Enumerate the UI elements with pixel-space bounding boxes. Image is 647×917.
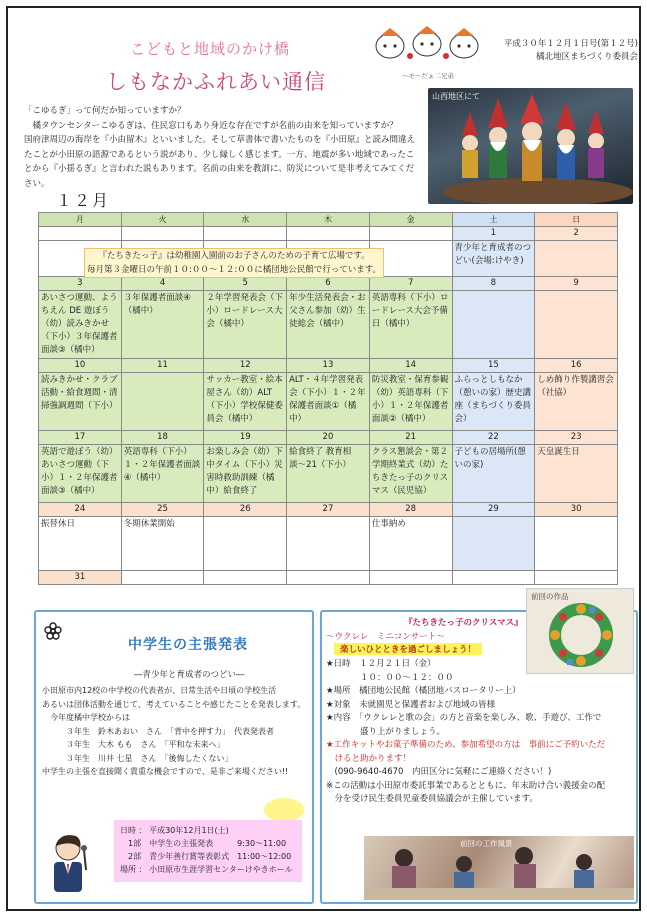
date-cell — [121, 571, 204, 585]
schedule-line: 場所 ： 小田原市生涯学習センターけやきホール — [120, 865, 293, 874]
schedule-line: 2部 青少年善行賞等表彰式 11:00〜12:00 — [120, 852, 292, 861]
date-cell — [535, 571, 618, 585]
weekday-thu: 木 — [287, 213, 370, 227]
schedule-line: 日時 ： 平成30年12月1日(土) — [120, 826, 229, 835]
christmas-details — [326, 658, 632, 807]
flower-icon — [44, 622, 62, 640]
event-cell — [452, 517, 535, 571]
intro-line: 橘タウンセンターこゆるぎは、住民窓口もあり身近な存在ですが名前の由来を知っていますか？ — [24, 120, 398, 131]
date-cell: 18 — [121, 431, 204, 445]
event-cell: しめ飾り作製講習会（社協） — [535, 373, 618, 431]
date-cell: 7 — [369, 277, 452, 291]
issue-date: 平成３０年１２月１日号(第１２号) — [503, 39, 638, 49]
event-cell — [535, 291, 618, 359]
intro-article — [24, 104, 416, 191]
contact-info: (090-9640-4670 内田区分に気軽にご連絡ください！) — [326, 767, 552, 777]
date-cell: 23 — [535, 431, 618, 445]
weekday-tue: 火 — [121, 213, 204, 227]
date-row — [39, 359, 618, 373]
speech-line: ３年生 大木 もも さん 「平和な未来へ」 — [42, 740, 225, 749]
event-cell: 読みきかせ・クラブ活動・給食週間・清掃強調週間（下小） — [39, 373, 122, 431]
event-cell: ふらっとしもなか（憩いの家）歴史講座（まちづくり委員会） — [452, 373, 535, 431]
event-cell: 英語で遊ぼう（幼）あいさつ運動（下小）１・２年保護者面談③（橘中） — [39, 445, 122, 503]
date-cell: 29 — [452, 503, 535, 517]
christmas-subtitle: 〜ウクレレ ミニコンサート〜 — [326, 632, 445, 642]
event-cell: サッカー教室・絵本屋さん（幼）ALT（下小）学校保健委員会（橘中） — [204, 373, 287, 431]
sponsor-note: 分を受け民生委員児童委員協議会が主催しています。 — [326, 794, 538, 804]
date-cell — [287, 571, 370, 585]
event-cell — [204, 517, 287, 571]
date-cell: 25 — [121, 503, 204, 517]
event-cell: 英語専科（下小）ロードレース大会予備日（橘中） — [369, 291, 452, 359]
date-cell: 14 — [369, 359, 452, 373]
date-cell: 22 — [452, 431, 535, 445]
date-cell: 17 — [39, 431, 122, 445]
speech-title: 中学生の主張発表 — [128, 637, 248, 653]
yellow-oval-decoration — [264, 798, 304, 822]
notice-line: 毎月第３金曜日の午前１０:００〜１２:００に橘団地公民館で行っています。 — [86, 265, 382, 275]
event-cell: 年少生活発表会・お父さん参加（幼）生徒総会（橘中） — [287, 291, 370, 359]
photo-label: 前回の作品 — [531, 592, 569, 601]
date-cell: 28 — [369, 503, 452, 517]
event-cell: 防災教室・保育参観（幼）英語専科（下小）１・２年保護者面談②（橘中） — [369, 373, 452, 431]
speech-line: 今年度橘中学校からは — [42, 713, 130, 722]
intro-line: さい。 — [24, 178, 50, 189]
craft-session-photo — [364, 836, 634, 900]
speech-line: あるいは団体活動を通じて、考えていることや感じたことを発表します。 — [42, 699, 306, 709]
speech-line: ３年生 鈴木あおい さん 「背中を押す力」 代表発表者 — [42, 726, 274, 736]
intro-line: とから『小揺るぎ』と言われた説もあります。名前の由来を教訓に、防災について是非考えてみてくだ — [24, 164, 415, 174]
photo-label: 山西地区にて — [432, 92, 480, 101]
date-cell: 16 — [535, 359, 618, 373]
speech-contest-box — [34, 610, 314, 904]
date-cell: 10 — [39, 359, 122, 373]
date-cell — [121, 227, 204, 241]
event-cell: 英語専科（下小）１・２年保護者面談④（橘中） — [121, 445, 204, 503]
date-row — [39, 227, 618, 241]
date-cell: 27 — [287, 503, 370, 517]
sponsor-note: ※この活動は小田原市委託事業であるとともに、年末助け合い義援金の配 — [326, 780, 606, 791]
student-speaker-illustration — [46, 830, 94, 896]
event-cell: お楽しみ会（幼）下中タイム（下小）災害時救助訓練（橘中）給食終了 — [204, 445, 287, 503]
weekday-header-row — [39, 213, 618, 227]
date-cell: 1 — [452, 227, 535, 241]
kids-plaza-notice — [84, 248, 384, 278]
notice-line: 『たちきたっ子』は幼稚園入園前のお子さんのための子育て広場です。 — [98, 251, 370, 261]
event-cell — [287, 517, 370, 571]
weekday-sun: 日 — [535, 213, 618, 227]
christmas-title: 『たちきたっ子のクリスマス』 — [404, 618, 523, 628]
events-row — [39, 291, 618, 359]
date-row — [39, 571, 618, 585]
publisher: 橘北地区まちづくり委員会 — [536, 52, 638, 62]
date-cell: 21 — [369, 431, 452, 445]
intro-line: 国府津周辺の海岸を『小由留木』といいました。そして草書体で書いたものを『小田原』と読み間違え — [24, 135, 416, 145]
christmas-tagline: 楽しいひとときを過ごしましょう！ — [334, 643, 482, 655]
speech-line: 小田原市内12校の中学校の代表者が、日常生活や日頃の学校生活 — [42, 686, 277, 695]
events-row — [39, 517, 618, 571]
speech-line: ３年生 川井 七星 さん 「後悔したくない」 — [42, 753, 233, 763]
date-cell: 26 — [204, 503, 287, 517]
mascot-caption: 〜モ〜だぁ二兄弟 — [402, 72, 454, 80]
detail-line: ★日時 １２月２１日（金） — [326, 659, 436, 669]
intro-line: たことが小田原の語源であるという説があり、少し縁しく感じます。一方、地震が多い地域であったこ — [24, 149, 415, 160]
date-cell — [39, 227, 122, 241]
date-row — [39, 277, 618, 291]
weekday-sat: 土 — [452, 213, 535, 227]
events-row — [39, 445, 618, 503]
date-cell: 19 — [204, 431, 287, 445]
event-cell: 天皇誕生日 — [535, 445, 618, 503]
event-cell: 振替休日 — [39, 517, 122, 571]
date-cell: 20 — [287, 431, 370, 445]
date-cell — [287, 227, 370, 241]
event-cell — [535, 241, 618, 277]
event-cell — [535, 517, 618, 571]
event-cell — [121, 373, 204, 431]
event-cell: 青少年と育成者のつどい(会場:けやき) — [452, 241, 535, 277]
detail-line: ★内容 「ウクレレと歌の会」の方と音楽を楽しみ、歌、手遊び、工作で — [326, 713, 602, 723]
weekday-mon: 月 — [39, 213, 122, 227]
gnome-figurines-photo — [428, 88, 633, 204]
event-cell: 子どもの居場所(憩いの家) — [452, 445, 535, 503]
event-cell — [452, 291, 535, 359]
date-row — [39, 503, 618, 517]
date-cell: 30 — [535, 503, 618, 517]
speech-body — [42, 684, 312, 779]
events-row — [39, 373, 618, 431]
date-cell: 3 — [39, 277, 122, 291]
newsletter-title: しもなかふれあい通信 — [106, 70, 326, 94]
issue-info — [488, 38, 638, 64]
weekday-wed: 水 — [204, 213, 287, 227]
calendar-month: １２月 — [56, 191, 111, 210]
photo-label: 前回の工作風景 — [460, 839, 513, 848]
date-cell — [204, 571, 287, 585]
date-cell — [452, 571, 535, 585]
event-cell: ３年保護者面談④（橘中） — [121, 291, 204, 359]
speech-schedule — [114, 820, 302, 882]
date-cell: 8 — [452, 277, 535, 291]
detail-line: ★場所 橘団地公民館（橘団地バスロータリー上） — [326, 686, 521, 696]
event-cell: ２年学習発表会（下小）ロードレース大会（橘中） — [204, 291, 287, 359]
detail-line: ★対象 未就園児と保護者および地域の皆様 — [326, 699, 496, 710]
reservation-note: けると助かります！ — [326, 753, 412, 764]
date-cell: 24 — [39, 503, 122, 517]
schedule-line: 1部 中学生の主張発表 9:30〜11:00 — [120, 839, 287, 848]
detail-line: １０：００〜１２：００ — [326, 672, 454, 683]
reservation-note: ★工作キットやお菓子準備のため、参加希望の方は 事前にご予約いただ — [326, 740, 606, 750]
event-cell: 仕事納め — [369, 517, 452, 571]
date-cell: 15 — [452, 359, 535, 373]
date-cell: 9 — [535, 277, 618, 291]
speech-subtitle: ―青少年と育成者のつどい― — [134, 670, 245, 680]
date-cell: 4 — [121, 277, 204, 291]
detail-line: 盛り上がりましょう。 — [326, 726, 446, 737]
date-row — [39, 431, 618, 445]
date-cell: 13 — [287, 359, 370, 373]
event-cell: クラス懇談会・第２学期終業式（幼）たちきたっ子のクリスマス（民児協） — [369, 445, 452, 503]
date-cell: 5 — [204, 277, 287, 291]
date-cell: 11 — [121, 359, 204, 373]
event-cell: 給食終了 教育相談〜21（下小） — [287, 445, 370, 503]
event-cell: あいさつ運動、ようちえん DE 遊ぼう（幼）読みきかせ（下小）３年保護者面談③（橘中） — [39, 291, 122, 359]
date-cell: 31 — [39, 571, 122, 585]
wreath-craft-photo — [526, 588, 634, 674]
cow-mascots-logo — [370, 22, 485, 70]
date-cell — [369, 571, 452, 585]
newsletter-subtitle: こどもと地域のかけ橋 — [130, 40, 291, 58]
weekday-fri: 金 — [369, 213, 452, 227]
date-cell: 6 — [287, 277, 370, 291]
date-cell: 2 — [535, 227, 618, 241]
event-cell: 冬期休業開始 — [121, 517, 204, 571]
date-cell — [204, 227, 287, 241]
speech-line: 中学生の主張を直接聞く貴重な機会ですので、是非ご来場ください!! — [42, 767, 289, 776]
date-cell: 12 — [204, 359, 287, 373]
event-cell: ALT・４年学習発表会（下小）１・２年保護者面談①（橘中） — [287, 373, 370, 431]
intro-line: 「こゆるぎ」って何だか知っていますか？ — [24, 106, 186, 116]
date-cell — [369, 227, 452, 241]
newsletter-page — [6, 6, 641, 911]
